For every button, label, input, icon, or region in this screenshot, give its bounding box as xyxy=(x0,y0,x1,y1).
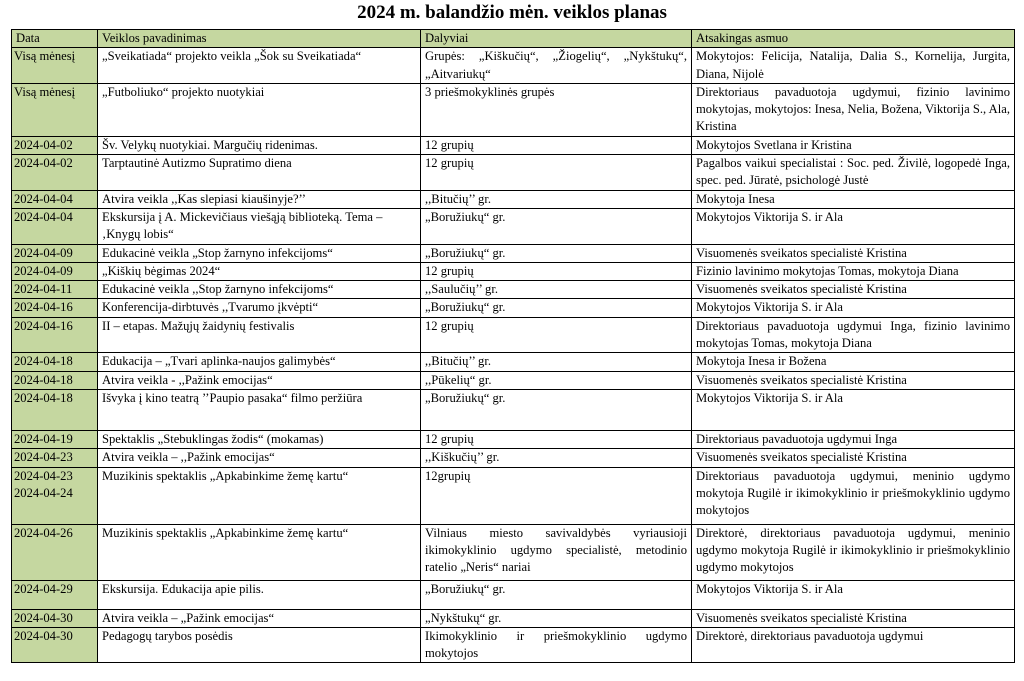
responsible-cell: Direktoriaus pavaduotoja ugdymui, meninio ugdymo mokytoja Rugilė ir ikimokyklinio ir priešmokyklinio ugdymo mokytojos xyxy=(692,467,1015,524)
participants-cell: 12 grupių xyxy=(421,317,692,353)
participants-cell: „Boružiukų“ gr. xyxy=(421,208,692,244)
date-cell xyxy=(12,317,98,353)
table-row xyxy=(12,136,1015,154)
date-value: 2024-04-04 xyxy=(14,191,73,206)
table-row xyxy=(12,627,1015,663)
responsible-cell: Visuomenės sveikatos specialistė Kristina xyxy=(692,281,1015,299)
header-participants: Dalyviai xyxy=(421,30,692,48)
header-responsible: Atsakingas asmuo xyxy=(692,30,1015,48)
participants-cell: ,,Pūkelių“ gr. xyxy=(421,371,692,389)
activity-cell: Spektaklis „Stebuklingas žodis“ (mokamas) xyxy=(98,430,421,448)
participants-cell: ,,Bitučių’’ gr. xyxy=(421,190,692,208)
table-row xyxy=(12,48,1015,84)
date-value: 2024-04-19 xyxy=(14,431,73,446)
participants-cell: ,,Kiškučių’’ gr. xyxy=(421,449,692,467)
table-row xyxy=(12,389,1015,430)
participants-cell: Ikimokyklinio ir priešmokyklinio ugdymo mokytojos xyxy=(421,627,692,663)
date-value: 2024-04-16 xyxy=(14,300,73,315)
responsible-cell: Mokytojos Viktorija S. ir Ala xyxy=(692,299,1015,317)
table-row xyxy=(12,371,1015,389)
responsible-cell: Mokytojos Viktorija S. ir Ala xyxy=(692,580,1015,609)
participants-cell: 12 grupių xyxy=(421,262,692,280)
participants-cell: „Boružiukų“ gr. xyxy=(421,244,692,262)
activity-cell: Atvira veikla - ,,Pažink emocijas“ xyxy=(98,371,421,389)
activity-cell: „Sveikatiada“ projekto veikla „Šok su Sveikatiada“ xyxy=(98,48,421,84)
activity-cell: „Kiškių bėgimas 2024“ xyxy=(98,262,421,280)
activity-cell: Ekskursija į A. Mickevičiaus viešąją biblioteką. Tema – ‚Knygų lobis“ xyxy=(98,208,421,244)
date-value: Visą mėnesį xyxy=(14,84,76,99)
activity-cell: Edukacija – „Tvari aplinka-naujos galimybės“ xyxy=(98,353,421,371)
activity-cell: Pedagogų tarybos posėdis xyxy=(98,627,421,663)
table-row xyxy=(12,262,1015,280)
participants-cell: 12 grupių xyxy=(421,430,692,448)
date-value: 2024-04-24 xyxy=(14,485,73,500)
date-cell xyxy=(12,353,98,371)
table-row xyxy=(12,299,1015,317)
date-value: 2024-04-11 xyxy=(14,282,73,297)
responsible-cell: Direktorė, direktoriaus pavaduotoja ugdymui, meninio ugdymo mokytoja Rugilė ir ikimokyklinio ir priešmokyklinio ugdymo mokytojos xyxy=(692,524,1015,580)
participants-cell: „Boružiukų“ gr. xyxy=(421,299,692,317)
table-row xyxy=(12,580,1015,609)
participants-cell: „Nykštukų“ gr. xyxy=(421,609,692,627)
table-row xyxy=(12,609,1015,627)
responsible-cell: Visuomenės sveikatos specialistė Kristina xyxy=(692,371,1015,389)
activity-cell: „Futboliuko“ projekto nuotykiai xyxy=(98,83,421,136)
date-cell xyxy=(12,281,98,299)
date-cell xyxy=(12,262,98,280)
participants-cell: 12grupių xyxy=(421,467,692,524)
responsible-cell: Visuomenės sveikatos specialistė Kristina xyxy=(692,609,1015,627)
activity-cell: Edukacinė veikla „Stop žarnyno infekcijoms“ xyxy=(98,244,421,262)
document-title: 2024 m. balandžio mėn. veiklos planas xyxy=(357,2,667,23)
table-row xyxy=(12,281,1015,299)
table-row xyxy=(12,155,1015,191)
date-value: 2024-04-02 xyxy=(14,137,73,152)
table-row xyxy=(12,430,1015,448)
responsible-cell: Pagalbos vaikui specialistai : Soc. ped. Živilė, logopedė Inga, spec. ped. Jūratė, psichologė Justė xyxy=(692,155,1015,191)
header-date: Data xyxy=(12,30,98,48)
date-cell xyxy=(12,83,98,136)
activity-cell: Išvyka į kino teatrą ’’Paupio pasaka“ filmo peržiūra xyxy=(98,389,421,430)
date-cell xyxy=(12,580,98,609)
participants-cell: 12 grupių xyxy=(421,155,692,191)
table-body xyxy=(12,48,1015,663)
date-value: 2024-04-23 xyxy=(14,468,73,483)
activity-cell: II – etapas. Mažųjų žaidynių festivalis xyxy=(98,317,421,353)
responsible-cell: Direktorė, direktoriaus pavaduotoja ugdymui xyxy=(692,627,1015,663)
responsible-cell: Fizinio lavinimo mokytojas Tomas, mokytoja Diana xyxy=(692,262,1015,280)
date-value: Visą mėnesį xyxy=(14,49,76,64)
responsible-cell: Mokytoja Inesa ir Božena xyxy=(692,353,1015,371)
date-cell xyxy=(12,524,98,580)
date-value: 2024-04-02 xyxy=(14,156,73,171)
date-cell xyxy=(12,609,98,627)
responsible-cell: Direktoriaus pavaduotoja ugdymui Inga, fizinio lavinimo mokytojas Tomas, mokytoja Diana xyxy=(692,317,1015,353)
table-row xyxy=(12,244,1015,262)
date-cell xyxy=(12,371,98,389)
table-row xyxy=(12,208,1015,244)
date-cell xyxy=(12,467,98,524)
activity-cell: Atvira veikla – „Pažink emocijas“ xyxy=(98,609,421,627)
date-value: 2024-04-18 xyxy=(14,354,73,369)
activity-cell: Atvira veikla ,,Kas slepiasi kiaušinyje?’’ xyxy=(98,190,421,208)
activity-cell: Muzikinis spektaklis „Apkabinkime žemę kartu“ xyxy=(98,524,421,580)
responsible-cell: Mokytojos Viktorija S. ir Ala xyxy=(692,208,1015,244)
activity-cell: Šv. Velykų nuotykiai. Margučių ridenimas. xyxy=(98,136,421,154)
date-cell xyxy=(12,136,98,154)
activity-cell: Konferencija-dirbtuvės ,,Tvarumo įkvėpti“ xyxy=(98,299,421,317)
table-row xyxy=(12,467,1015,524)
date-value: 2024-04-18 xyxy=(14,372,73,387)
activity-cell: Atvira veikla – ,,Pažink emocijas“ xyxy=(98,449,421,467)
participants-cell: „Boružiukų“ gr. xyxy=(421,580,692,609)
responsible-cell: Direktoriaus pavaduotoja ugdymui, fizinio lavinimo mokytojas, mokytojos: Inesa, Nelia, Božena, Viktorija S., Ala, Kristina xyxy=(692,83,1015,136)
participants-cell: 12 grupių xyxy=(421,136,692,154)
date-value: 2024-04-16 xyxy=(14,318,73,333)
table-row xyxy=(12,353,1015,371)
date-value: 2024-04-09 xyxy=(14,263,73,278)
date-value: 2024-04-29 xyxy=(14,581,73,596)
activity-cell: Edukacinė veikla ,,Stop žarnyno infekcijoms“ xyxy=(98,281,421,299)
date-value: 2024-04-04 xyxy=(14,209,73,224)
activity-cell: Tarptautinė Autizmo Supratimo diena xyxy=(98,155,421,191)
date-cell xyxy=(12,299,98,317)
table-header-row xyxy=(12,30,1015,48)
date-value: 2024-04-30 xyxy=(14,610,73,625)
responsible-cell: Visuomenės sveikatos specialistė Kristina xyxy=(692,449,1015,467)
responsible-cell: Mokytojos Viktorija S. ir Ala xyxy=(692,389,1015,430)
participants-cell: Grupės: „Kiškučių“, „Žiogelių“, „Nykštukų“, „Aitvariukų“ xyxy=(421,48,692,84)
responsible-cell: Visuomenės sveikatos specialistė Kristina xyxy=(692,244,1015,262)
date-value: 2024-04-30 xyxy=(14,628,73,643)
date-cell xyxy=(12,389,98,430)
date-cell xyxy=(12,208,98,244)
participants-cell: „Boružiukų“ gr. xyxy=(421,389,692,430)
participants-cell: ,,Saulučių’’ gr. xyxy=(421,281,692,299)
date-cell xyxy=(12,430,98,448)
table-row xyxy=(12,83,1015,136)
table-row xyxy=(12,190,1015,208)
date-cell xyxy=(12,190,98,208)
participants-cell: Vilniaus miesto savivaldybės vyriausioji ikimokyklinio ugdymo specialistė, metodinio ratelio „Neris“ nariai xyxy=(421,524,692,580)
responsible-cell: Direktoriaus pavaduotoja ugdymui Inga xyxy=(692,430,1015,448)
table-row xyxy=(12,524,1015,580)
date-cell xyxy=(12,48,98,84)
participants-cell: ,,Bitučių’’ gr. xyxy=(421,353,692,371)
date-cell xyxy=(12,155,98,191)
responsible-cell: Mokytoja Inesa xyxy=(692,190,1015,208)
activity-cell: Muzikinis spektaklis „Apkabinkime žemę kartu“ xyxy=(98,467,421,524)
date-value: 2024-04-23 xyxy=(14,450,73,465)
responsible-cell: Mokytojos: Felicija, Natalija, Dalia S., Kornelija, Jurgita, Diana, Nijolė xyxy=(692,48,1015,84)
header-activity: Veiklos pavadinimas xyxy=(98,30,421,48)
date-value: 2024-04-09 xyxy=(14,245,73,260)
activity-cell: Ekskursija. Edukacija apie pilis. xyxy=(98,580,421,609)
activity-plan-table xyxy=(11,29,1015,663)
date-value: 2024-04-26 xyxy=(14,525,73,540)
responsible-cell: Mokytojos Svetlana ir Kristina xyxy=(692,136,1015,154)
date-cell xyxy=(12,449,98,467)
table-row xyxy=(12,449,1015,467)
date-cell xyxy=(12,627,98,663)
table-row xyxy=(12,317,1015,353)
date-cell xyxy=(12,244,98,262)
participants-cell: 3 priešmokyklinės grupės xyxy=(421,83,692,136)
date-value: 2024-04-18 xyxy=(14,390,73,405)
